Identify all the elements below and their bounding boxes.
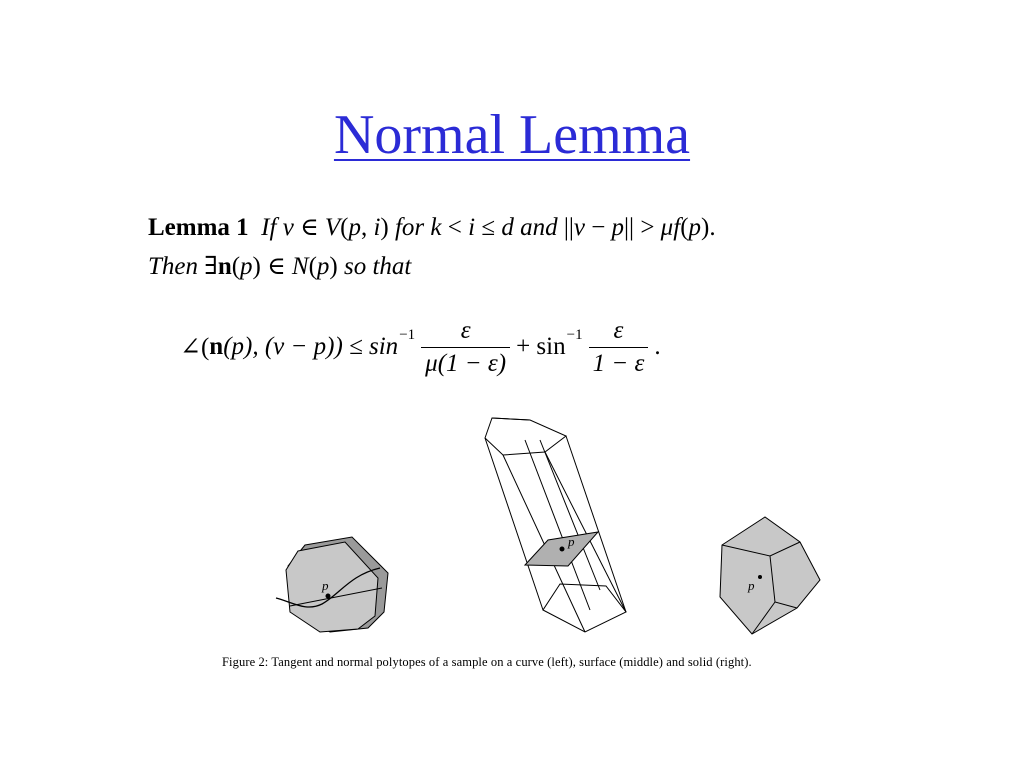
var-v: v	[573, 214, 585, 241]
slide-title[interactable]: Normal Lemma	[333, 104, 691, 166]
right-polytope-outline	[720, 517, 820, 634]
var-n-bold: n	[217, 253, 232, 280]
middle-prism-bottom	[543, 584, 626, 632]
symbol-le: ≤	[475, 214, 502, 241]
middle-prism-top	[485, 418, 566, 455]
var-i: i	[468, 214, 476, 241]
right-solid-polytope	[720, 517, 820, 634]
lemma-for: for	[388, 214, 431, 241]
formula-args: (p), (v − p)) ≤ sin	[223, 333, 399, 360]
var-p: p	[688, 214, 702, 241]
paren-open: (	[340, 214, 349, 241]
formula-sup-2: −1	[566, 326, 583, 343]
fraction-1-denominator: μ(1 − ε)	[421, 347, 510, 378]
fraction-2-numerator: ε	[613, 316, 624, 344]
right-sample-point	[758, 575, 762, 579]
var-d: d	[501, 214, 514, 241]
symbol-gt: >	[634, 214, 661, 241]
symbol-in: ∈	[293, 214, 325, 241]
left-sample-point	[326, 594, 330, 598]
var-v: v	[282, 214, 294, 241]
symbol-in: ∈	[260, 253, 292, 280]
middle-sample-point	[560, 547, 564, 551]
symbol-minus: −	[584, 214, 612, 241]
fraction-2-denominator: 1 − ε	[589, 347, 649, 378]
formula-plus-sin: + sin	[516, 333, 566, 360]
var-f: f	[673, 214, 681, 241]
var-p: p	[611, 214, 625, 241]
var-k: k	[430, 214, 442, 241]
left-p-label: p	[322, 578, 329, 593]
lemma-if: If	[261, 214, 283, 241]
formula-sup-1: −1	[399, 326, 416, 343]
comma: ,	[360, 214, 374, 241]
lemma-then: Then	[148, 253, 205, 280]
var-i: i	[373, 214, 381, 241]
var-p: p	[240, 253, 253, 280]
paren-close: )	[329, 253, 338, 280]
paren-open: (	[308, 253, 317, 280]
lemma-so-that: so that	[337, 253, 412, 280]
paren-close: )	[380, 214, 389, 241]
formula-end-period: .	[654, 333, 661, 360]
period: .	[709, 214, 716, 241]
fraction-1-numerator: ε	[460, 316, 471, 344]
var-mu: μ	[660, 214, 674, 241]
figure-caption: Figure 2: Tangent and normal polytopes of a sample on a curve (left), surface (middle) and solid (right).	[222, 655, 752, 669]
formula-angle: ∠(	[180, 334, 210, 361]
lemma-label: Lemma 1	[148, 214, 249, 241]
paren-open: (	[231, 253, 241, 280]
symbol-exists: ∃	[204, 253, 218, 280]
middle-p-label: p	[568, 534, 575, 549]
var-V: V	[324, 214, 341, 241]
paren-open: (	[680, 214, 689, 241]
paren-close: )	[701, 214, 710, 241]
norm-close: ||	[624, 214, 635, 241]
middle-surface-polytope	[485, 418, 626, 632]
var-p: p	[348, 214, 361, 241]
norm-open: ||	[563, 214, 574, 241]
formula-n-bold: n	[209, 333, 224, 360]
var-p: p	[316, 253, 330, 280]
symbol-lt: <	[441, 214, 469, 241]
lemma-and: and	[513, 214, 564, 241]
var-N: N	[291, 253, 309, 280]
left-curve-polytope	[276, 537, 388, 632]
paren-close: )	[252, 253, 261, 280]
right-p-label: p	[748, 578, 755, 593]
